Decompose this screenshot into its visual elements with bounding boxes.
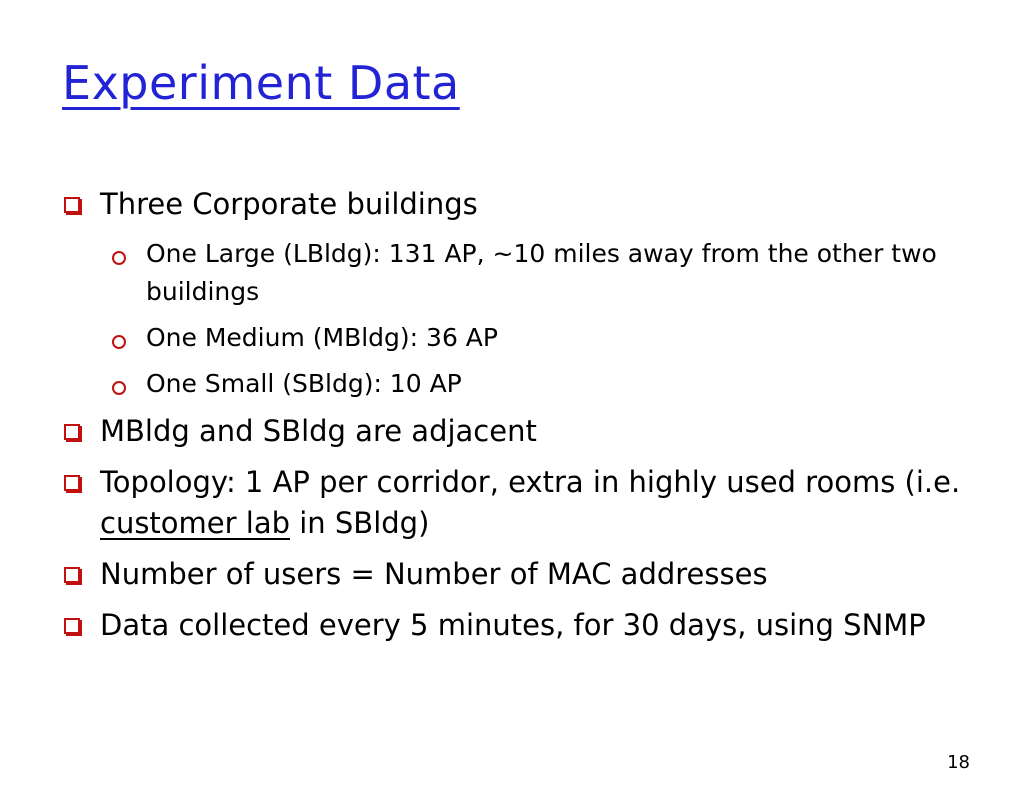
page-number: 18 — [947, 752, 970, 773]
sub-bullet-item — [62, 319, 962, 357]
bullet-text: in SBldg) — [290, 506, 430, 540]
bullet-text: Three Corporate buildings — [100, 187, 478, 221]
square-bullet-icon — [64, 424, 80, 440]
bullet-list — [62, 184, 962, 656]
customer-lab-link[interactable]: customer lab — [100, 506, 291, 540]
bullet-text: MBldg and SBldg are adjacent — [100, 414, 537, 448]
bullet-text: Topology: 1 AP per corridor, extra in highly used rooms (i.e. — [100, 465, 961, 499]
sub-bullet-text: One Medium (MBldg): 36 AP — [146, 323, 498, 352]
slide-title: Experiment Data — [62, 56, 460, 110]
bullet-item — [62, 462, 962, 544]
sub-bullet-item — [62, 235, 962, 311]
bullet-item — [62, 605, 962, 646]
sub-bullet-item — [62, 365, 962, 403]
square-bullet-icon — [64, 567, 80, 583]
bullet-item — [62, 184, 962, 225]
circle-bullet-icon — [112, 335, 126, 349]
sub-bullet-list — [62, 235, 962, 403]
bullet-text: Data collected every 5 minutes, for 30 days, using SNMP — [100, 608, 926, 642]
square-bullet-icon — [64, 197, 80, 213]
bullet-item — [62, 411, 962, 452]
circle-bullet-icon — [112, 251, 126, 265]
sub-bullet-text: One Small (SBldg): 10 AP — [146, 369, 462, 398]
bullet-text: Number of users = Number of MAC addresses — [100, 557, 768, 591]
circle-bullet-icon — [112, 381, 126, 395]
square-bullet-icon — [64, 475, 80, 491]
square-bullet-icon — [64, 618, 80, 634]
sub-bullet-text: One Large (LBldg): 131 AP, ~10 miles away from the other two buildings — [146, 239, 937, 306]
bullet-item — [62, 554, 962, 595]
